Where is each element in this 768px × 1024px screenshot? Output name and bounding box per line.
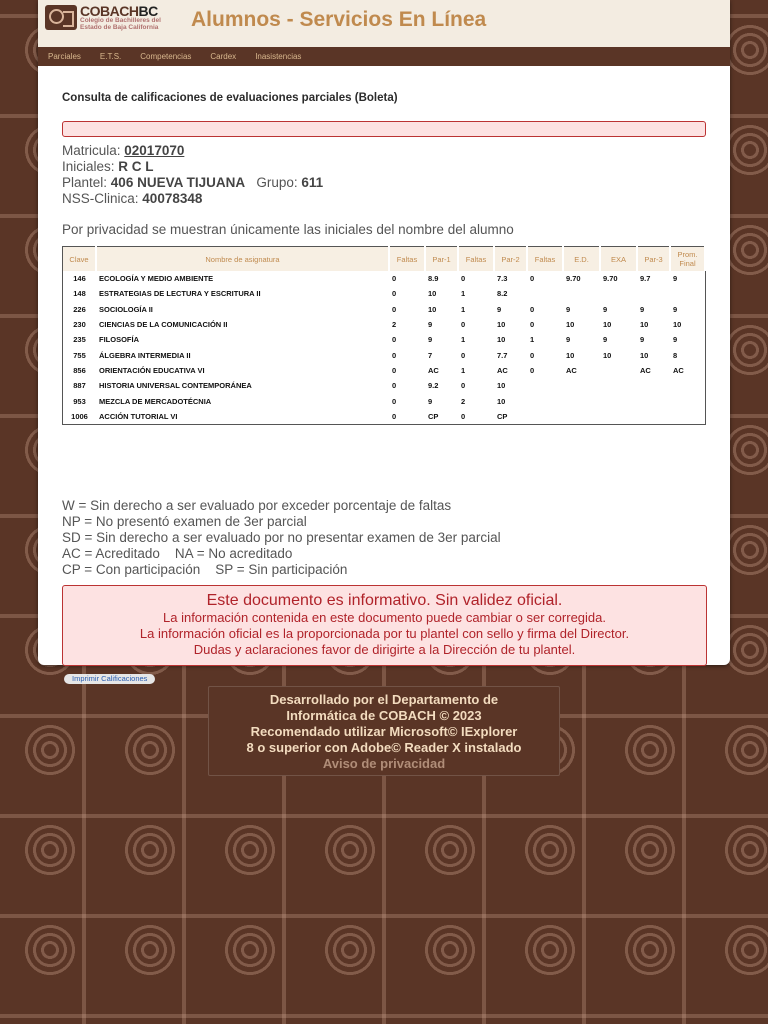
cell-faltas-3: 0 — [530, 304, 535, 314]
cell-exa: 10 — [603, 320, 612, 330]
print-grades-button[interactable]: Imprimir Calificaciones — [64, 674, 155, 684]
privacy-notice-link[interactable]: Aviso de privacidad — [322, 756, 446, 771]
cell-ed — [563, 393, 600, 408]
nav-bar — [38, 47, 730, 66]
cell-par-2: 7.7 — [497, 350, 508, 360]
header-exa: EXA — [600, 247, 637, 272]
cell-par-3 — [637, 378, 670, 393]
header-par-1: Par-1 — [425, 247, 458, 272]
cell-asignatura: ORIENTACIÓN EDUCATIVA VI — [99, 365, 205, 375]
cell-asignatura: FILOSOFÍA — [99, 335, 139, 345]
cell-faltas-3: 0 — [530, 274, 535, 284]
cell-exa: 10 — [603, 350, 612, 360]
cell-par-2: 10 — [497, 335, 506, 345]
header-faltas-2: Faltas — [458, 247, 494, 272]
legend-np: NP = No presentó examen de 3er parcial — [62, 514, 307, 529]
cell-clave: 235 — [73, 335, 86, 345]
cell-prom-final: 10 — [673, 320, 682, 330]
legend — [62, 498, 501, 578]
app-title: Alumnos - Servicios En Línea — [191, 8, 487, 31]
cell-asignatura: ACCIÓN TUTORIAL VI — [99, 411, 178, 421]
cell-faltas-2: 2 — [461, 396, 466, 406]
notice-title: Este documento es informativo. Sin validez oficial. — [206, 592, 563, 609]
cell-prom-final: 8 — [673, 350, 678, 360]
cell-faltas-1: 0 — [392, 274, 397, 284]
legend-ac-na: AC = Acreditado NA = No acreditado — [62, 546, 293, 561]
cell-par-1: 9 — [428, 335, 433, 345]
cell-prom-final: 9 — [673, 335, 678, 345]
legend-sd: SD = Sin derecho a ser evaluado por no presentar examen de 3er parcial — [62, 530, 501, 545]
cell-asignatura: ESTRATEGIAS DE LECTURA Y ESCRITURA II — [99, 289, 261, 299]
matricula-value: 02017070 — [124, 143, 185, 158]
iniciales-label: Iniciales: — [62, 159, 115, 174]
cell-par-1: CP — [428, 411, 439, 421]
privacy-note: Por privacidad se muestran únicamente las iniciales del nombre del alumno — [62, 222, 514, 237]
cell-faltas-2: 0 — [461, 350, 466, 360]
notice-line-1: La información contenida en este documento puede cambiar o ser corregida. — [163, 610, 606, 625]
grades-body — [63, 271, 706, 424]
cell-clave: 887 — [73, 381, 86, 391]
cell-faltas-3 — [527, 378, 563, 393]
cell-par-1: AC — [428, 365, 439, 375]
cell-prom-final: 9 — [673, 274, 678, 284]
cell-faltas-1: 0 — [392, 396, 397, 406]
header-ed: E.D. — [563, 247, 600, 272]
cell-clave: 146 — [73, 274, 86, 284]
footer — [208, 686, 560, 776]
cell-faltas-2: 0 — [461, 320, 466, 330]
cell-exa — [600, 363, 637, 378]
cell-faltas-1: 0 — [392, 335, 397, 345]
cell-asignatura: SOCIOLOGÍA II — [99, 304, 153, 314]
cell-par-2: 10 — [497, 381, 506, 391]
student-info — [62, 143, 323, 207]
cell-faltas-2: 1 — [461, 289, 466, 299]
cell-ed: 9.70 — [566, 274, 581, 284]
cell-exa — [600, 409, 637, 425]
nav-ets[interactable]: E.T.S. — [99, 52, 122, 61]
disclaimer-notice — [62, 585, 707, 666]
table-row — [63, 393, 706, 408]
nss-value: 40078348 — [142, 191, 203, 206]
cell-asignatura: HISTORIA UNIVERSAL CONTEMPORÁNEA — [99, 381, 252, 391]
cell-par-2: CP — [497, 411, 508, 421]
cell-ed: 10 — [566, 320, 575, 330]
cell-par-3: AC — [640, 365, 651, 375]
cell-clave: 226 — [73, 304, 86, 314]
header-asignatura: Nombre de asignatura — [96, 247, 389, 272]
cell-prom-final: 9 — [673, 304, 678, 314]
cell-par-3 — [637, 393, 670, 408]
table-row — [63, 271, 706, 286]
grupo-value: 611 — [301, 175, 324, 190]
table-header-row — [63, 247, 706, 272]
cell-clave: 148 — [73, 289, 86, 299]
cell-faltas-2: 1 — [461, 304, 466, 314]
logo-brand-a: COBACH — [80, 2, 139, 19]
cell-par-1: 9 — [428, 396, 433, 406]
cell-ed — [563, 409, 600, 425]
cell-clave: 856 — [73, 365, 86, 375]
cell-faltas-2: 1 — [461, 365, 466, 375]
cell-prom-final — [670, 378, 705, 393]
header-par-3: Par-3 — [637, 247, 670, 272]
cell-clave: 230 — [73, 320, 86, 330]
main-card — [38, 0, 730, 683]
header-final: Final — [679, 259, 696, 268]
cell-asignatura: MEZCLA DE MERCADOTÉCNIA — [99, 396, 212, 406]
footer-line-1: Desarrollado por el Departamento de — [269, 692, 499, 707]
cell-faltas-1: 0 — [392, 350, 397, 360]
header-faltas-3: Faltas — [527, 247, 563, 272]
cell-faltas-3: 0 — [530, 365, 535, 375]
cell-exa — [600, 378, 637, 393]
table-row — [63, 317, 706, 332]
alert-bar — [62, 121, 706, 137]
grades-table — [62, 246, 706, 425]
plantel-label: Plantel: — [62, 175, 108, 190]
cell-par-3 — [637, 286, 670, 301]
header-clave: Clave — [63, 247, 97, 272]
legend-w: W = Sin derecho a ser evaluado por exceder porcentaje de faltas — [62, 498, 452, 513]
cell-asignatura: CIENCIAS DE LA COMUNICACIÓN II — [99, 320, 228, 330]
cobach-logo-icon — [45, 5, 77, 30]
cell-par-1: 8.9 — [428, 274, 439, 284]
cell-par-3: 9.7 — [640, 274, 651, 284]
cell-faltas-3: 0 — [530, 350, 535, 360]
cell-prom-final — [670, 393, 705, 408]
table-row — [63, 347, 706, 362]
table-row — [63, 378, 706, 393]
cell-clave: 1006 — [71, 411, 88, 421]
nav-competencias[interactable]: Competencias — [140, 52, 192, 61]
table-row — [63, 332, 706, 347]
header-prom: Prom. — [677, 250, 698, 259]
cell-ed: 9 — [566, 304, 571, 314]
cell-par-3: 10 — [640, 350, 649, 360]
cell-par-2: 7.3 — [497, 274, 508, 284]
iniciales-value: R C L — [118, 159, 154, 174]
cell-prom-final — [670, 286, 705, 301]
cell-par-2: 8.2 — [497, 289, 508, 299]
cell-par-1: 7 — [428, 350, 433, 360]
cell-faltas-1: 0 — [392, 304, 397, 314]
cell-asignatura: ECOLOGÍA Y MEDIO AMBIENTE — [99, 274, 214, 284]
footer-line-2: Informática de COBACH © 2023 — [286, 708, 482, 723]
cell-ed: AC — [566, 365, 577, 375]
cell-par-3 — [637, 409, 670, 425]
cell-faltas-1: 2 — [392, 320, 397, 330]
cell-ed: 10 — [566, 350, 575, 360]
iniciales-row — [62, 159, 323, 175]
cell-exa — [600, 286, 637, 301]
cell-faltas-2: 0 — [461, 411, 466, 421]
cell-faltas-3 — [527, 409, 563, 425]
cell-exa: 9.70 — [603, 274, 618, 284]
nss-label: NSS-Clinica: — [62, 191, 139, 206]
cell-clave: 755 — [73, 350, 86, 360]
cell-par-3: 10 — [640, 320, 649, 330]
matricula-label: Matricula: — [62, 143, 121, 158]
cell-par-2: 9 — [497, 304, 502, 314]
cell-ed — [563, 378, 600, 393]
cell-ed — [563, 286, 600, 301]
cell-par-2: 10 — [497, 320, 506, 330]
cell-prom-final — [670, 409, 705, 425]
cobach-logo[interactable] — [45, 2, 182, 31]
cell-faltas-1: 0 — [392, 289, 397, 299]
cell-faltas-3 — [527, 393, 563, 408]
legend-cp-sp: CP = Con participación SP = Sin participación — [62, 562, 348, 577]
matricula-row — [62, 143, 323, 159]
notice-line-2: La información oficial es la proporcionada por tu plantel con sello y firma del Director. — [139, 626, 630, 641]
cell-faltas-1: 0 — [392, 365, 397, 375]
cell-faltas-2: 0 — [461, 274, 466, 284]
cell-faltas-2: 1 — [461, 335, 466, 345]
cell-prom-final: AC — [673, 365, 684, 375]
cell-ed: 9 — [566, 335, 571, 345]
header-par-2: Par-2 — [494, 247, 527, 272]
cell-faltas-3: 0 — [530, 320, 535, 330]
cell-exa — [600, 393, 637, 408]
plantel-row — [62, 175, 323, 191]
table-row — [63, 363, 706, 378]
table-row — [63, 409, 706, 425]
cell-par-2: 10 — [497, 396, 506, 406]
nss-row — [62, 191, 323, 207]
header — [38, 0, 730, 47]
page-title: Consulta de calificaciones de evaluaciones parciales (Boleta) — [62, 92, 398, 104]
cell-par-2: AC — [497, 365, 508, 375]
cell-faltas-1: 0 — [392, 381, 397, 391]
logo-subtitle-2: Estado de Baja California — [80, 23, 159, 31]
cell-faltas-1: 0 — [392, 411, 397, 421]
table-row — [63, 302, 706, 317]
nav-inasistencias[interactable]: Inasistencias — [255, 52, 302, 61]
cell-par-1: 10 — [428, 289, 437, 299]
cell-faltas-3 — [527, 286, 563, 301]
cell-par-3: 9 — [640, 335, 645, 345]
nav-parciales[interactable]: Parciales — [48, 52, 81, 61]
cell-par-1: 9 — [428, 320, 433, 330]
cell-par-1: 9.2 — [428, 381, 439, 391]
table-row — [63, 286, 706, 301]
cell-faltas-2: 0 — [461, 381, 466, 391]
nav-cardex[interactable]: Cardex — [210, 52, 237, 61]
header-faltas-1: Faltas — [389, 247, 425, 272]
cell-exa: 9 — [603, 304, 608, 314]
cell-asignatura: ÁLGEBRA INTERMEDIA II — [99, 350, 191, 360]
footer-line-4: 8 o superior con Adobe© Reader X instalado — [246, 740, 522, 755]
notice-line-3: Dudas y aclaraciones favor de dirigirte a la Dirección de tu plantel. — [193, 642, 576, 657]
grupo-label: Grupo: — [256, 175, 298, 190]
cell-faltas-3: 1 — [530, 335, 535, 345]
cell-exa: 9 — [603, 335, 608, 345]
cell-clave: 953 — [73, 396, 86, 406]
logo-subtitle-1: Colegio de Bachilleres del — [80, 16, 161, 24]
logo-text — [80, 4, 161, 32]
footer-line-3: Recomendado utilizar Microsoft© IExplorer — [250, 724, 518, 739]
cell-par-3: 9 — [640, 304, 645, 314]
logo-brand-b: BC — [138, 2, 158, 19]
plantel-value: 406 NUEVA TIJUANA — [110, 175, 246, 190]
header-prom-final — [670, 247, 705, 272]
cell-par-1: 10 — [428, 304, 437, 314]
